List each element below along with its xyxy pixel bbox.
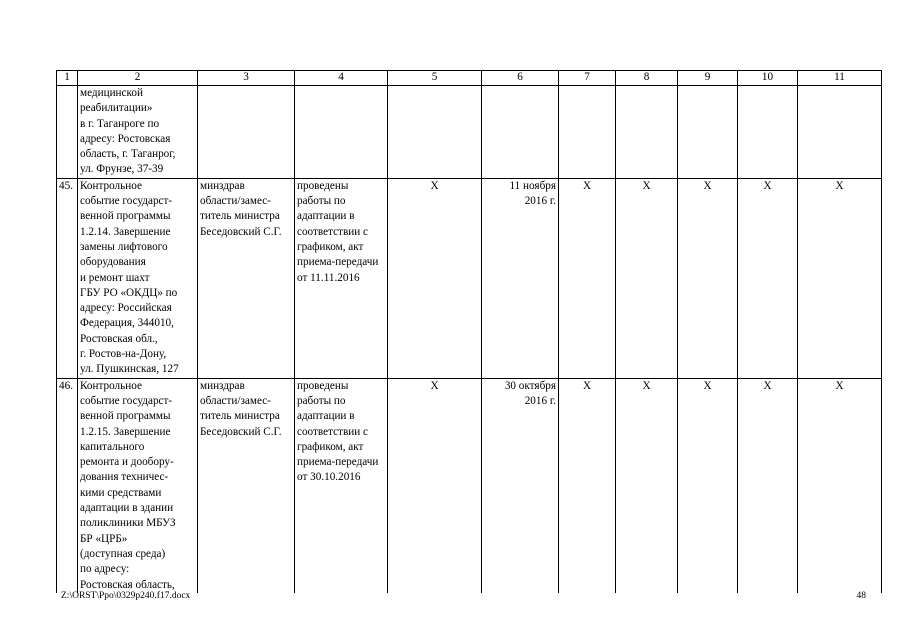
result-cell (295, 86, 388, 179)
result-cell: проведены работы по адаптации в соответствии с графиком, акт приема-передачи от 11.11.2016 (295, 178, 388, 378)
column-number: 10 (738, 71, 798, 86)
column-number: 4 (295, 71, 388, 86)
document-table (56, 70, 882, 593)
responsible-cell (198, 86, 295, 179)
column-number-row (57, 71, 882, 86)
table-row (57, 378, 882, 593)
result-cell: проведены работы по адаптации в соответствии с графиком, акт приема-передачи от 30.10.2016 (295, 378, 388, 593)
cell-col10: Х (738, 178, 798, 378)
cell-col9: Х (678, 378, 738, 593)
responsible-cell: минздрав области/замес- титель министра Беседовский С.Г. (198, 178, 295, 378)
cell-col9 (678, 86, 738, 179)
row-number: 46. (57, 378, 78, 593)
column-number: 11 (798, 71, 882, 86)
page-number: 48 (856, 591, 866, 601)
cell-col11: Х (798, 378, 882, 593)
row-number (57, 86, 78, 179)
cell-col5 (388, 86, 482, 179)
column-number: 8 (616, 71, 678, 86)
table-row (57, 178, 882, 378)
event-description: Контрольное событие государст- венной программы 1.2.15. Завершение капитального ремонта и дообору- дования техничес- кими средствами адаптации в здании поликлиники МБУЗ БР «ЦРБ» (доступная среда) по адресу: Ростовская область, (78, 378, 198, 593)
column-number: 5 (388, 71, 482, 86)
column-number: 9 (678, 71, 738, 86)
cell-col5: Х (388, 378, 482, 593)
date-cell: 30 октября 2016 г. (482, 378, 559, 593)
column-number: 1 (57, 71, 78, 86)
cell-col7: Х (559, 378, 616, 593)
column-number: 3 (198, 71, 295, 86)
column-number: 7 (559, 71, 616, 86)
cell-col8 (616, 86, 678, 179)
event-description: Контрольное событие государст- венной программы 1.2.14. Завершение замены лифтового оборудования и ремонт шахт ГБУ РО «ОКДЦ» по адресу: Российская Федерация, 344010, Ростовская обл., г. Ростов-на-Дону, ул. Пушкинская, 127 (78, 178, 198, 378)
cell-col8: Х (616, 378, 678, 593)
responsible-cell: минздрав области/замес- титель министра Беседовский С.Г. (198, 378, 295, 593)
date-cell: 11 ноября 2016 г. (482, 178, 559, 378)
cell-col9: Х (678, 178, 738, 378)
cell-col10: Х (738, 378, 798, 593)
table-row (57, 86, 882, 179)
date-cell (482, 86, 559, 179)
column-number: 6 (482, 71, 559, 86)
cell-col11: Х (798, 178, 882, 378)
event-description: медицинской реабилитации» в г. Таганроге по адресу: Ростовская область, г. Таганрог, ул. Фрунзе, 37-39 (78, 86, 198, 179)
cell-col7: Х (559, 178, 616, 378)
footer-file-path: Z:\ORST\Ppo\0329p240.f17.docx (61, 591, 191, 601)
cell-col7 (559, 86, 616, 179)
column-number: 2 (78, 71, 198, 86)
cell-col8: Х (616, 178, 678, 378)
cell-col11 (798, 86, 882, 179)
cell-col10 (738, 86, 798, 179)
row-number: 45. (57, 178, 78, 378)
cell-col5: Х (388, 178, 482, 378)
